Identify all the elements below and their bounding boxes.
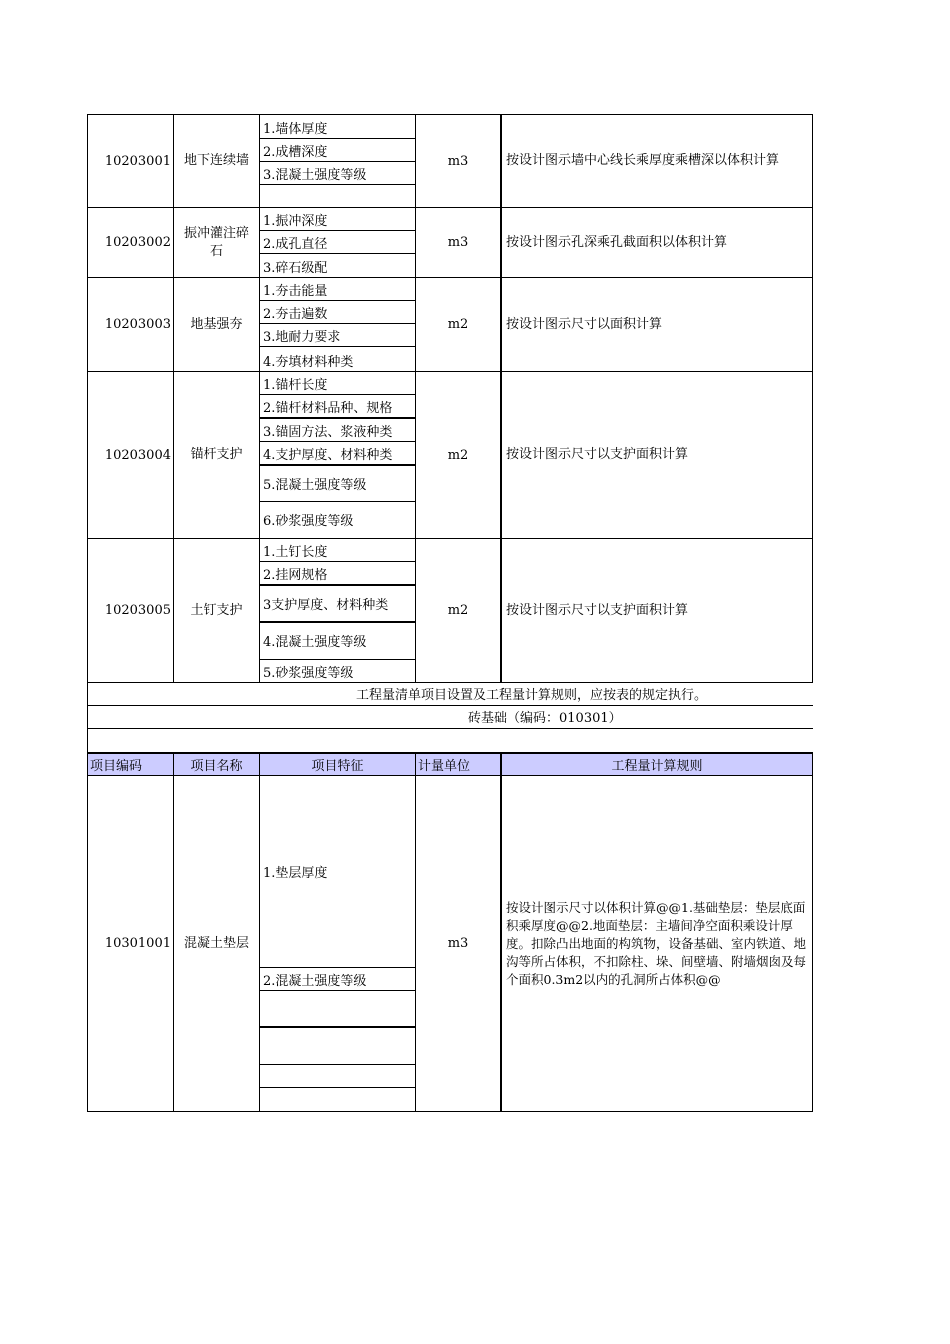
section-title-row bbox=[87, 706, 813, 729]
header-rule: 工程量计算规则 bbox=[611, 759, 703, 774]
feature-line: 3支护厚度、材料种类 bbox=[260, 586, 415, 623]
feature-line: 1.墙体厚度 bbox=[260, 115, 415, 139]
feature-line: 1.夯击能量 bbox=[260, 278, 415, 301]
empty-feature-line bbox=[260, 1065, 415, 1088]
table-row bbox=[87, 208, 813, 278]
feature-line: 1.振冲深度 bbox=[260, 208, 415, 231]
table-row bbox=[87, 278, 813, 372]
feature-line: 1.垫层厚度 bbox=[260, 776, 415, 968]
feature-line: 2.成孔直径 bbox=[260, 231, 415, 254]
feature-line: 2.夯击遍数 bbox=[260, 301, 415, 324]
feature-line: 4.夯填材料种类 bbox=[263, 355, 354, 370]
feature-line: 6.砂浆强度等级 bbox=[263, 514, 354, 529]
item-features bbox=[260, 539, 416, 682]
item-rule: 按设计图示尺寸以面积计算 bbox=[506, 316, 663, 332]
item-rule: 按设计图示尺寸以体积计算@@1.基础垫层：垫层底面积乘厚度@@2.地面垫层：主墙间净空面积乘设计厚度。扣除凸出地面的构筑物，设备基础、室内铁道、地沟等所占体积，不扣除柱、垛、间壁墙、附墙烟囱及每个面积0.3m2以内的孔洞所占体积@@ bbox=[506, 899, 807, 987]
item-code: 10203002 bbox=[88, 208, 174, 277]
item-unit: m2 bbox=[416, 372, 502, 538]
feature-line: 5.砂浆强度等级 bbox=[263, 666, 354, 681]
item-features bbox=[260, 278, 416, 371]
feature-line: 1.土钉长度 bbox=[260, 539, 415, 562]
item-name: 土钉支护 bbox=[174, 539, 260, 682]
feature-line: 3.混凝土强度等级 bbox=[260, 162, 415, 185]
feature-line: 3.地耐力要求 bbox=[260, 324, 415, 347]
table-row bbox=[87, 776, 813, 1112]
header-unit: 计量单位 bbox=[416, 754, 502, 775]
feature-line: 3.锚固方法、浆液种类 bbox=[260, 419, 415, 442]
feature-line: 1.锚杆长度 bbox=[260, 372, 415, 395]
spreadsheet bbox=[87, 114, 813, 1112]
empty-feature-line bbox=[260, 1028, 415, 1065]
feature-line: 4.支护厚度、材料种类 bbox=[260, 442, 415, 466]
item-rule: 按设计图示尺寸以支护面积计算 bbox=[506, 602, 689, 618]
table-row bbox=[87, 114, 813, 208]
item-code: 10203005 bbox=[88, 539, 174, 682]
item-name: 振冲灌注碎石 bbox=[174, 208, 260, 277]
item-features bbox=[260, 372, 416, 538]
feature-line: 2.锚杆材料品种、规格 bbox=[260, 395, 415, 419]
header-features: 项目特征 bbox=[260, 754, 416, 775]
rule-note-row bbox=[87, 683, 813, 706]
feature-line: 3.碎石级配 bbox=[263, 261, 328, 276]
item-rule: 按设计图示尺寸以支护面积计算 bbox=[506, 447, 689, 462]
item-name: 地下连续墙 bbox=[174, 115, 260, 207]
empty-feature-line bbox=[260, 991, 415, 1028]
item-unit: m2 bbox=[416, 539, 502, 682]
item-unit: m3 bbox=[416, 776, 502, 1111]
header-name: 项目名称 bbox=[174, 754, 260, 775]
feature-line: 4.混凝土强度等级 bbox=[260, 623, 415, 660]
item-unit: m3 bbox=[416, 115, 502, 207]
item-unit: m2 bbox=[416, 278, 502, 371]
item-features bbox=[260, 776, 416, 1111]
item-code: 10203004 bbox=[88, 372, 174, 538]
header-code: 项目编码 bbox=[88, 754, 174, 775]
item-rule: 按设计图示孔深乘孔截面积以体积计算 bbox=[506, 234, 728, 250]
feature-line: 2.成槽深度 bbox=[260, 139, 415, 162]
table-row bbox=[87, 539, 813, 683]
feature-line: 2.混凝土强度等级 bbox=[260, 968, 415, 991]
rule-note: 工程量清单项目设置及工程量计算规则，应按表的规定执行。 bbox=[356, 688, 708, 703]
item-code: 10203001 bbox=[88, 115, 174, 207]
feature-line: 2.挂网规格 bbox=[260, 562, 415, 586]
item-code: 10203003 bbox=[88, 278, 174, 371]
feature-line: 5.混凝土强度等级 bbox=[260, 466, 415, 502]
section-title: 砖基础（编码：010301） bbox=[468, 711, 622, 726]
blank-row bbox=[87, 729, 813, 752]
item-unit: m3 bbox=[416, 208, 502, 277]
item-features bbox=[260, 115, 416, 207]
item-name: 锚杆支护 bbox=[174, 372, 260, 538]
item-features bbox=[260, 208, 416, 277]
item-name: 混凝土垫层 bbox=[174, 776, 260, 1111]
item-name: 地基强夯 bbox=[174, 278, 260, 371]
item-rule: 按设计图示墙中心线长乘厚度乘槽深以体积计算 bbox=[506, 153, 780, 168]
table-header bbox=[87, 752, 813, 776]
table-row bbox=[87, 372, 813, 539]
item-code: 10301001 bbox=[88, 776, 174, 1111]
